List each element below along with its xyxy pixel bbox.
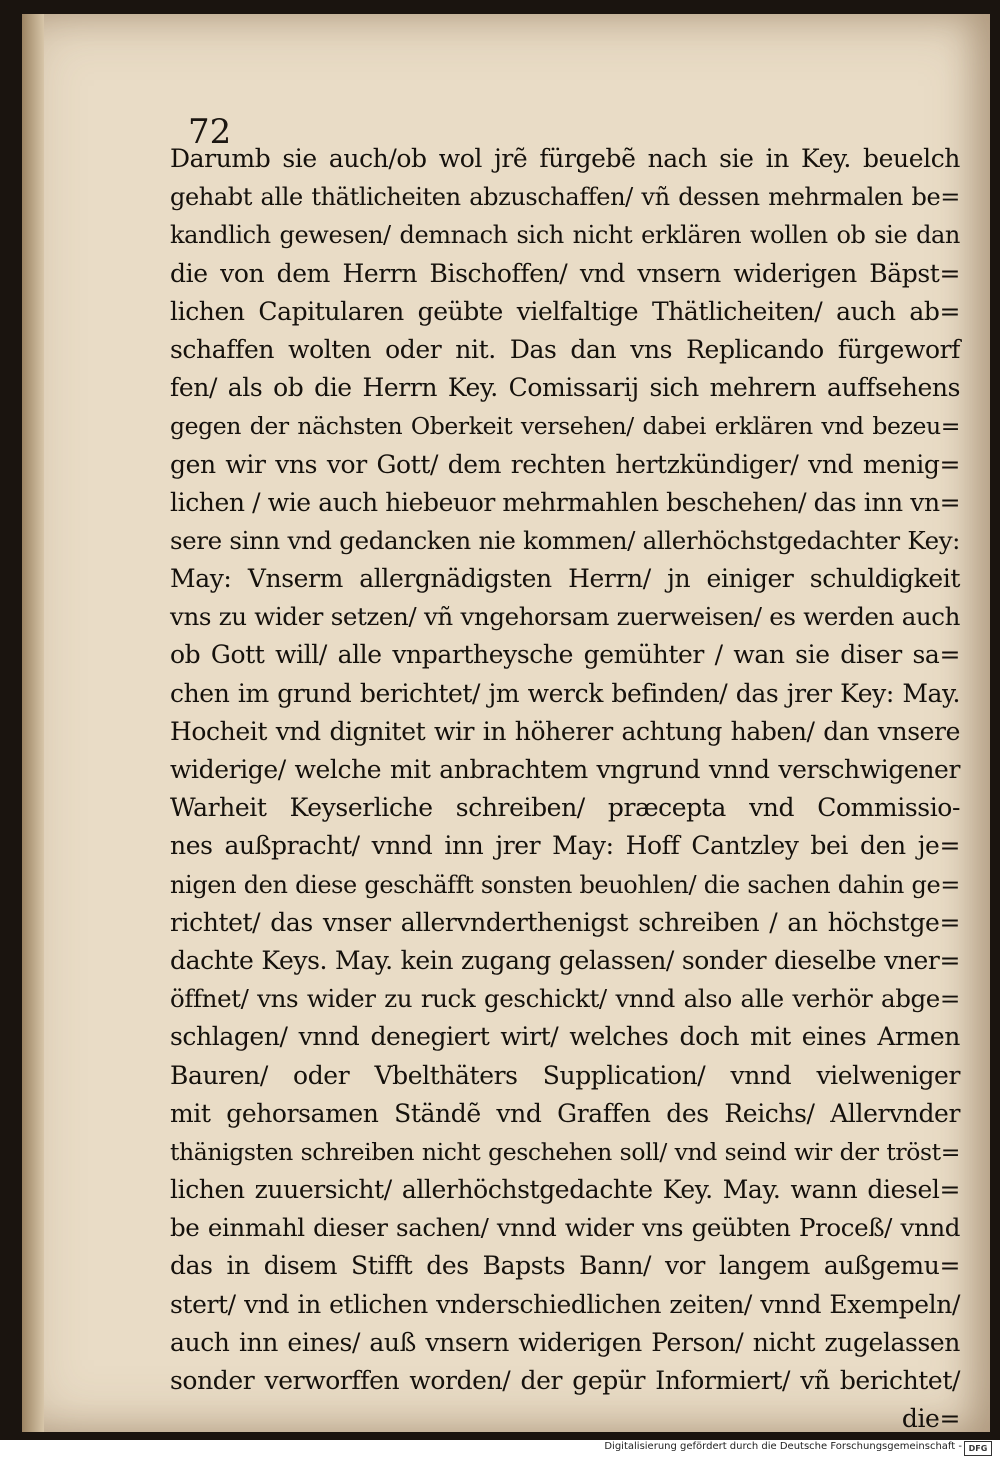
text-line: be einmahl dieser sachen/ vnnd wider vns geübten Proceß/ vnnd bbox=[170, 1213, 960, 1243]
text-line: lichen zuuersicht/ allerhöchstgedachte Key. May. wann diesel= bbox=[170, 1175, 960, 1205]
text-line: fen/ als ob die Herrn Key. Comissarij sich mehrern auffsehens bbox=[170, 373, 960, 403]
text-line: nigen den diese geschäfft sonsten beuohlen/ die sachen dahin ge= bbox=[170, 870, 960, 899]
text-line: widerige/ welche mit anbrachtem vngrund vnnd verschwigener bbox=[170, 755, 960, 784]
body-text bbox=[170, 140, 960, 1438]
text-line: die= bbox=[901, 1404, 960, 1434]
text-line: ob Gott will/ alle vnpartheysche gemühter / wan sie diser sa= bbox=[170, 640, 960, 670]
text-line: sonder verworffen worden/ der gepür Informiert/ vñ berichtet/ bbox=[170, 1366, 960, 1395]
text-line: schlagen/ vnnd denegiert wirt/ welches doch mit eines Armen bbox=[170, 1022, 960, 1052]
text-line: auch inn eines/ auß vnsern widerigen Person/ nicht zugelassen bbox=[170, 1327, 960, 1357]
text-line: vns zu wider setzen/ vñ vngehorsam zuerweisen/ es werden auch bbox=[170, 602, 960, 632]
text-line: gehabt alle thätlicheiten abzuschaffen/ vñ dessen mehrmalen be= bbox=[170, 183, 960, 212]
funding-notice: Digitalisierung gefördert durch die Deutsche Forschungsgemeinschaft - bbox=[604, 1441, 962, 1452]
text-line: Darumb sie auch/ob wol jrẽ fürgebẽ nach sie in Key. beuelch bbox=[170, 144, 960, 173]
text-line: sere sinn vnd gedancken nie kommen/ allerhöchstgedachter Key: bbox=[170, 525, 960, 555]
text-line: gegen der nächsten Oberkeit versehen/ dabei erklären vnd bezeu= bbox=[170, 412, 960, 441]
text-line: richtet/ das vnser allervnderthenigst schreiben / an höchstge= bbox=[170, 907, 960, 937]
text-line: Warheit Keyserliche schreiben/ præcepta vnd Commissio- bbox=[170, 793, 960, 823]
page-gutter bbox=[22, 14, 44, 1432]
text-line: Bauren/ oder Vbelthäters Supplication/ vnnd vielweniger bbox=[170, 1060, 960, 1090]
text-line: kandlich gewesen/ demnach sich nicht erklären wollen ob sie dan bbox=[170, 221, 960, 250]
page-number: 72 bbox=[188, 112, 232, 152]
text-line: lichen / wie auch hiebeuor mehrmahlen beschehen/ das inn vn= bbox=[170, 487, 961, 517]
text-line: Hocheit vnd dignitet wir in höherer achtung haben/ dan vnsere bbox=[170, 716, 960, 746]
dfg-logo-icon: DFG bbox=[964, 1441, 992, 1456]
text-line: schaffen wolten oder nit. Das dan vns Replicando fürgeworf bbox=[170, 334, 960, 364]
text-line: stert/ vnd in etlichen vnderschiedlichen zeiten/ vnnd Exempeln/ bbox=[170, 1289, 960, 1319]
text-line: lichen Capitularen geübte vielfaltige Thätlicheiten/ auch ab= bbox=[170, 296, 960, 326]
text-line: mit gehorsamen Ständẽ vnd Graffen des Reichs/ Allervnder bbox=[170, 1098, 960, 1128]
text-line: gen wir vns vor Gott/ dem rechten hertzkündiger/ vnd menig= bbox=[170, 449, 960, 479]
text-line: thänigsten schreiben nicht geschehen soll/ vnd seind wir der tröst= bbox=[170, 1137, 960, 1166]
text-line: May: Vnserm allergnädigsten Herrn/ jn einiger schuldigkeit bbox=[170, 564, 960, 594]
text-line: das in disem Stifft des Bapsts Bann/ vor langem außgemu= bbox=[170, 1251, 960, 1281]
text-line: die von dem Herrn Bischoffen/ vnd vnsern widerigen Bäpst= bbox=[170, 258, 960, 288]
text-line: chen im grund berichtet/ jm werck befinden/ das jrer Key: May. bbox=[170, 678, 960, 708]
text-line: dachte Keys. May. kein zugang gelassen/ sonder dieselbe vner= bbox=[170, 945, 960, 975]
text-line: nes außpracht/ vnnd inn jrer May: Hoff Cantzley bei den je= bbox=[170, 831, 960, 861]
text-line: öffnet/ vns wider zu ruck geschickt/ vnnd also alle verhör abge= bbox=[170, 984, 960, 1014]
